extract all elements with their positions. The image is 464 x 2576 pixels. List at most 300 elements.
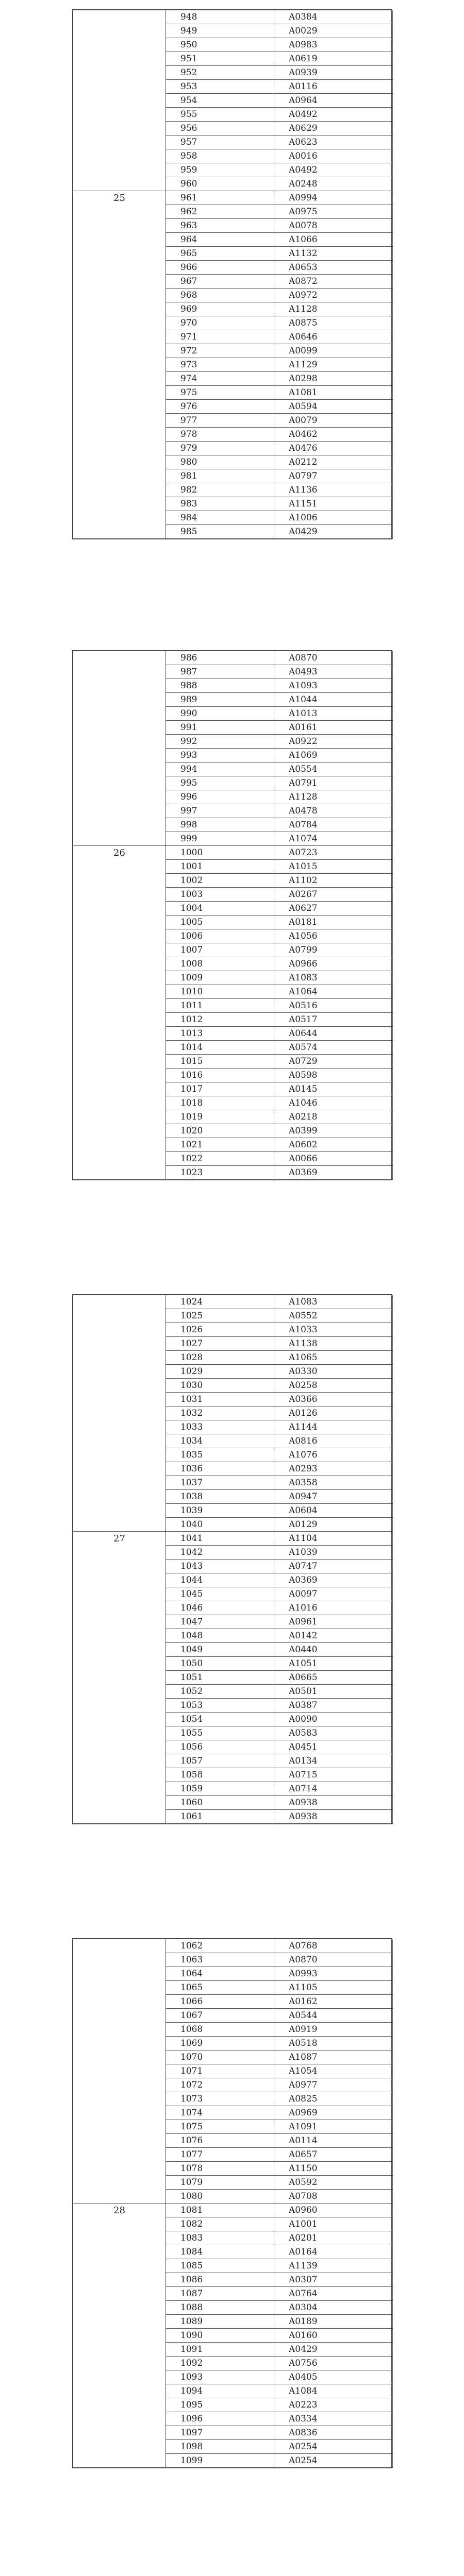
- number-cell: 1048: [166, 1629, 274, 1643]
- number-cell: 966: [166, 261, 274, 275]
- number-cell: 1044: [166, 1573, 274, 1587]
- group-cell: [73, 1365, 166, 1379]
- code-cell: A1016: [274, 1601, 393, 1615]
- code-cell: A1076: [274, 1448, 393, 1462]
- number-cell: 1029: [166, 1365, 274, 1379]
- table-row: [73, 1713, 393, 1726]
- code-cell: A1081: [274, 386, 393, 400]
- table-row: [73, 2023, 393, 2037]
- group-cell: [73, 1124, 166, 1138]
- code-cell: A1093: [274, 679, 393, 693]
- code-cell: A1046: [274, 1096, 393, 1110]
- group-cell: [73, 762, 166, 776]
- group-cell: [73, 469, 166, 483]
- table-row: [73, 1615, 393, 1629]
- code-cell: A0708: [274, 2190, 393, 2204]
- group-cell: [73, 1420, 166, 1434]
- table-row: [73, 735, 393, 749]
- number-cell: 1028: [166, 1351, 274, 1365]
- number-cell: 1025: [166, 1309, 274, 1323]
- group-cell: [73, 1295, 166, 1309]
- group-cell: 28: [73, 2204, 166, 2217]
- group-cell: [73, 2148, 166, 2162]
- code-cell: A0212: [274, 455, 393, 469]
- table-row: [73, 1699, 393, 1713]
- group-cell: [73, 1796, 166, 1810]
- number-cell: 1053: [166, 1699, 274, 1713]
- code-cell: A0330: [274, 1365, 393, 1379]
- group-cell: [73, 1448, 166, 1462]
- number-cell: 1081: [166, 2204, 274, 2217]
- number-cell: 992: [166, 735, 274, 749]
- number-cell: 1035: [166, 1448, 274, 1462]
- table-row: [73, 2162, 393, 2176]
- number-cell: 997: [166, 804, 274, 818]
- code-cell: A1044: [274, 693, 393, 707]
- table-row: [73, 1476, 393, 1490]
- number-cell: 977: [166, 414, 274, 428]
- code-cell: A1065: [274, 1351, 393, 1365]
- code-cell: A0518: [274, 2037, 393, 2050]
- table-row: [73, 149, 393, 163]
- number-cell: 1082: [166, 2217, 274, 2231]
- table-row: [73, 2259, 393, 2273]
- code-cell: A0478: [274, 804, 393, 818]
- number-cell: 988: [166, 679, 274, 693]
- table-row: [73, 2078, 393, 2092]
- table-row: [73, 888, 393, 902]
- number-cell: 960: [166, 177, 274, 191]
- group-cell: [73, 1615, 166, 1629]
- group-cell: [73, 1096, 166, 1110]
- code-cell: A0797: [274, 469, 393, 483]
- table-row: [73, 205, 393, 219]
- code-cell: A1132: [274, 247, 393, 261]
- table-row: [73, 1546, 393, 1560]
- number-cell: 959: [166, 163, 274, 177]
- data-table: [73, 1295, 393, 1824]
- group-cell: [73, 400, 166, 414]
- table-row: [73, 247, 393, 261]
- code-cell: A0164: [274, 2245, 393, 2259]
- table-row: [73, 261, 393, 275]
- number-cell: 972: [166, 344, 274, 358]
- group-cell: [73, 971, 166, 985]
- group-cell: [73, 2329, 166, 2343]
- table-row: [73, 832, 393, 846]
- group-cell: [73, 66, 166, 80]
- group-cell: [73, 414, 166, 428]
- group-cell: [73, 38, 166, 52]
- number-cell: 985: [166, 525, 274, 539]
- number-cell: 1013: [166, 1027, 274, 1041]
- number-cell: 1008: [166, 957, 274, 971]
- code-cell: A0090: [274, 1713, 393, 1726]
- group-cell: [73, 957, 166, 971]
- code-cell: A1128: [274, 790, 393, 804]
- table-row: [73, 749, 393, 762]
- code-cell: A0972: [274, 289, 393, 302]
- group-cell: [73, 2050, 166, 2064]
- table-row: [73, 1657, 393, 1671]
- table-row: [73, 2245, 393, 2259]
- table-row: [73, 1096, 393, 1110]
- code-cell: A1039: [274, 1546, 393, 1560]
- number-cell: 1034: [166, 1434, 274, 1448]
- table-row: [73, 80, 393, 94]
- code-cell: A0583: [274, 1726, 393, 1740]
- number-cell: 989: [166, 693, 274, 707]
- code-cell: A0657: [274, 2148, 393, 2162]
- group-cell: [73, 1027, 166, 1041]
- group-cell: [73, 1953, 166, 1967]
- code-cell: A0574: [274, 1041, 393, 1055]
- code-cell: A0258: [274, 1379, 393, 1393]
- group-cell: [73, 2231, 166, 2245]
- table-row: [73, 442, 393, 455]
- table-row: [73, 275, 393, 289]
- number-cell: 1069: [166, 2037, 274, 2050]
- code-cell: A1084: [274, 2384, 393, 2398]
- table-row: [73, 874, 393, 888]
- table-row: [73, 818, 393, 832]
- group-cell: [73, 1337, 166, 1351]
- table-row: [73, 1462, 393, 1476]
- code-cell: A0223: [274, 2398, 393, 2412]
- table-row: [73, 902, 393, 916]
- group-cell: [73, 219, 166, 233]
- table-row: [73, 2273, 393, 2287]
- group-cell: [73, 943, 166, 957]
- number-cell: 1050: [166, 1657, 274, 1671]
- code-cell: A1013: [274, 707, 393, 721]
- number-cell: 1088: [166, 2301, 274, 2315]
- table-row: [73, 302, 393, 316]
- table-row: [73, 525, 393, 539]
- code-cell: A1139: [274, 2259, 393, 2273]
- table-row: [73, 66, 393, 80]
- table-row: [73, 985, 393, 999]
- table-row: [73, 1981, 393, 1995]
- number-cell: 981: [166, 469, 274, 483]
- group-cell: [73, 511, 166, 525]
- group-cell: [73, 2287, 166, 2301]
- number-cell: 1092: [166, 2357, 274, 2370]
- code-cell: A0162: [274, 1995, 393, 2009]
- number-cell: 1090: [166, 2329, 274, 2343]
- number-cell: 948: [166, 10, 274, 24]
- group-cell: [73, 24, 166, 38]
- number-cell: 1075: [166, 2120, 274, 2134]
- table-row: [73, 1726, 393, 1740]
- code-cell: A0554: [274, 762, 393, 776]
- table-row: [73, 1532, 393, 1546]
- number-cell: 983: [166, 497, 274, 511]
- code-cell: A0334: [274, 2412, 393, 2426]
- group-cell: [73, 1379, 166, 1393]
- code-cell: A0129: [274, 1518, 393, 1532]
- table-row: [73, 1629, 393, 1643]
- code-cell: A0544: [274, 2009, 393, 2023]
- table-row: [73, 2204, 393, 2217]
- code-cell: A0451: [274, 1740, 393, 1754]
- number-cell: 1040: [166, 1518, 274, 1532]
- group-cell: [73, 2106, 166, 2120]
- group-cell: [73, 1166, 166, 1180]
- group-cell: [73, 1939, 166, 1953]
- group-cell: [73, 2134, 166, 2148]
- number-cell: 967: [166, 275, 274, 289]
- number-cell: 1027: [166, 1337, 274, 1351]
- code-cell: A0218: [274, 1110, 393, 1124]
- number-cell: 1001: [166, 860, 274, 874]
- number-cell: 1005: [166, 916, 274, 929]
- code-cell: A0078: [274, 219, 393, 233]
- data-table: [73, 651, 393, 1180]
- number-cell: 995: [166, 776, 274, 790]
- code-cell: A0619: [274, 52, 393, 66]
- table-row: [73, 1768, 393, 1782]
- table-row: [73, 1124, 393, 1138]
- code-cell: A0623: [274, 135, 393, 149]
- table-row: [73, 776, 393, 790]
- number-cell: 1061: [166, 1810, 274, 1824]
- code-cell: A1144: [274, 1420, 393, 1434]
- table-row: [73, 1337, 393, 1351]
- code-cell: A0784: [274, 818, 393, 832]
- number-cell: 1086: [166, 2273, 274, 2287]
- table-row: [73, 1434, 393, 1448]
- table-row: [73, 1995, 393, 2009]
- table-row: [73, 316, 393, 330]
- number-cell: 1060: [166, 1796, 274, 1810]
- code-cell: A0922: [274, 735, 393, 749]
- group-cell: [73, 1657, 166, 1671]
- table-row: [73, 1041, 393, 1055]
- group-cell: [73, 735, 166, 749]
- group-cell: [73, 2273, 166, 2287]
- code-cell: A0602: [274, 1138, 393, 1152]
- code-cell: A1083: [274, 971, 393, 985]
- table-row: [73, 846, 393, 860]
- group-cell: [73, 1560, 166, 1573]
- code-cell: A0872: [274, 275, 393, 289]
- group-cell: [73, 2190, 166, 2204]
- group-cell: [73, 2023, 166, 2037]
- data-table: [73, 10, 393, 539]
- group-cell: [73, 1685, 166, 1699]
- code-cell: A1136: [274, 483, 393, 497]
- code-cell: A0369: [274, 1573, 393, 1587]
- code-cell: A0267: [274, 888, 393, 902]
- group-cell: [73, 693, 166, 707]
- number-cell: 1064: [166, 1967, 274, 1981]
- group-cell: [73, 665, 166, 679]
- group-cell: [73, 1629, 166, 1643]
- table-row: [73, 38, 393, 52]
- code-cell: A0126: [274, 1406, 393, 1420]
- number-cell: 1024: [166, 1295, 274, 1309]
- table-row: [73, 2092, 393, 2106]
- number-cell: 969: [166, 302, 274, 316]
- code-cell: A1015: [274, 860, 393, 874]
- number-cell: 955: [166, 108, 274, 122]
- table-row: [73, 219, 393, 233]
- group-cell: [73, 2301, 166, 2315]
- table-row: [73, 1027, 393, 1041]
- number-cell: 971: [166, 330, 274, 344]
- group-cell: [73, 1601, 166, 1615]
- table-row: [73, 2287, 393, 2301]
- table-row: [73, 2440, 393, 2454]
- code-cell: A0029: [274, 24, 393, 38]
- code-cell: A0919: [274, 2023, 393, 2037]
- group-cell: [73, 749, 166, 762]
- code-cell: A0723: [274, 846, 393, 860]
- number-cell: 1038: [166, 1490, 274, 1504]
- code-cell: A0729: [274, 1055, 393, 1069]
- table-row: [73, 428, 393, 442]
- group-cell: [73, 94, 166, 108]
- group-cell: [73, 1726, 166, 1740]
- group-cell: [73, 316, 166, 330]
- number-cell: 1059: [166, 1782, 274, 1796]
- table-row: [73, 1420, 393, 1434]
- group-cell: [73, 2064, 166, 2078]
- number-cell: 1077: [166, 2148, 274, 2162]
- table-row: [73, 721, 393, 735]
- number-cell: 993: [166, 749, 274, 762]
- table-row: [73, 511, 393, 525]
- code-cell: A0304: [274, 2301, 393, 2315]
- group-cell: [73, 2259, 166, 2273]
- group-cell: [73, 916, 166, 929]
- group-cell: [73, 2384, 166, 2398]
- number-cell: 1056: [166, 1740, 274, 1754]
- table-row: [73, 2106, 393, 2120]
- group-cell: [73, 874, 166, 888]
- group-cell: [73, 999, 166, 1013]
- table-row: [73, 483, 393, 497]
- group-cell: [73, 1768, 166, 1782]
- number-cell: 1099: [166, 2454, 274, 2468]
- group-cell: [73, 10, 166, 24]
- group-cell: [73, 1713, 166, 1726]
- number-cell: 951: [166, 52, 274, 66]
- table-row: [73, 1295, 393, 1309]
- code-cell: A1006: [274, 511, 393, 525]
- table-row: [73, 1406, 393, 1420]
- group-cell: [73, 1967, 166, 1981]
- number-cell: 1073: [166, 2092, 274, 2106]
- group-cell: [73, 2078, 166, 2092]
- code-cell: A1054: [274, 2064, 393, 2078]
- code-cell: A1066: [274, 233, 393, 247]
- code-cell: A0646: [274, 330, 393, 344]
- code-cell: A1087: [274, 2050, 393, 2064]
- table-row: [73, 455, 393, 469]
- code-cell: A0947: [274, 1490, 393, 1504]
- number-cell: 1087: [166, 2287, 274, 2301]
- group-cell: [73, 2092, 166, 2106]
- code-cell: A0665: [274, 1671, 393, 1685]
- table-row: [73, 358, 393, 372]
- group-cell: [73, 1041, 166, 1055]
- number-cell: 1015: [166, 1055, 274, 1069]
- group-cell: [73, 108, 166, 122]
- code-cell: A1128: [274, 302, 393, 316]
- group-cell: [73, 247, 166, 261]
- group-cell: [73, 233, 166, 247]
- table-row: [73, 2301, 393, 2315]
- table-row: [73, 1152, 393, 1166]
- number-cell: 1091: [166, 2343, 274, 2357]
- group-cell: [73, 2009, 166, 2023]
- table-row: [73, 2037, 393, 2050]
- table-row: [73, 94, 393, 108]
- code-cell: A0387: [274, 1699, 393, 1713]
- number-cell: 954: [166, 94, 274, 108]
- group-cell: [73, 2245, 166, 2259]
- group-cell: [73, 135, 166, 149]
- group-cell: [73, 818, 166, 832]
- group-cell: [73, 330, 166, 344]
- code-cell: A0977: [274, 2078, 393, 2092]
- number-cell: 1011: [166, 999, 274, 1013]
- number-cell: 1042: [166, 1546, 274, 1560]
- table-row: [73, 1069, 393, 1082]
- group-cell: [73, 929, 166, 943]
- table-row: [73, 943, 393, 957]
- table-section-25: [72, 9, 392, 539]
- group-cell: [73, 2217, 166, 2231]
- number-cell: 957: [166, 135, 274, 149]
- table-row: [73, 233, 393, 247]
- number-cell: 987: [166, 665, 274, 679]
- number-cell: 970: [166, 316, 274, 330]
- code-cell: A0160: [274, 2329, 393, 2343]
- group-cell: [73, 1393, 166, 1406]
- code-cell: A1102: [274, 874, 393, 888]
- number-cell: 1096: [166, 2412, 274, 2426]
- group-cell: [73, 80, 166, 94]
- table-row: [73, 971, 393, 985]
- table-row: [73, 1110, 393, 1124]
- number-cell: 1094: [166, 2384, 274, 2398]
- table-row: [73, 651, 393, 665]
- group-cell: [73, 651, 166, 665]
- number-cell: 978: [166, 428, 274, 442]
- table-row: [73, 2190, 393, 2204]
- table-row: [73, 135, 393, 149]
- code-cell: A0629: [274, 122, 393, 135]
- code-cell: A0552: [274, 1309, 393, 1323]
- table-row: [73, 191, 393, 205]
- table-row: [73, 916, 393, 929]
- group-cell: [73, 442, 166, 455]
- code-cell: A0517: [274, 1013, 393, 1027]
- number-cell: 1006: [166, 929, 274, 943]
- table-row: [73, 372, 393, 386]
- table-row: [73, 289, 393, 302]
- number-cell: 952: [166, 66, 274, 80]
- table-row: [73, 665, 393, 679]
- number-cell: 1098: [166, 2440, 274, 2454]
- number-cell: 974: [166, 372, 274, 386]
- number-cell: 996: [166, 790, 274, 804]
- group-cell: [73, 2357, 166, 2370]
- number-cell: 1023: [166, 1166, 274, 1180]
